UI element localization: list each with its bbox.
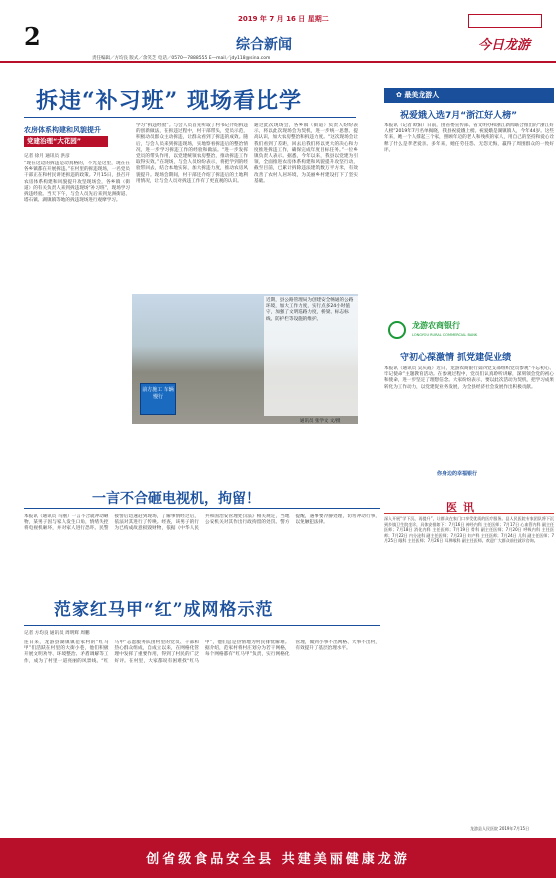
article1-col3: 通过此次现场会，各乡镇（街道）负责人纷纷表示，将以此次现场会为契机，进一步统一思想、提高认识，加大农房整治和拆违力度。“这次现场会让我们看到了差距，回去后我们将以更大的决心和力度推进拆违工作，确保完成年度目标任务。”一位乡镇负责人表示。据悉，今年以来，我县以党建为引领，全面推进农房体系构建和风貌提升攻坚行动，截至目前，已累计拆除违法建筑数万平方米，有效改善了农村人居环境，为美丽乡村建设打下了坚实基础。 (254, 123, 358, 184)
yixun-title: 医讯 (446, 501, 480, 514)
yixun-text: 深入开展“学下沉、再提升”，让群众在家门口享受优质的医疗服务。县人民医院专家团队将下沉到乡镇卫生院坐诊，具体安排如下：7月16日 神经内科 主任医师；7月17日 心血管内科 副主任医师；7月18日 消化内科 主任医师；7月19日 骨科 副主任医师；7月20日 呼吸内科 主任医师；7月22日 内分泌科 副主任医师；7月23日 妇产科 主任医师；7月24日 儿科 副主任医师；7月25日 眼科 主任医师；7月26日 耳鼻喉科 副主任医师。欢迎广大群众前往就诊咨询。 (384, 516, 554, 544)
headline-rule (24, 117, 356, 118)
column-banner (384, 88, 554, 103)
article1-col1: “现在这边的拆违是动真格的，不光是这里，现在在各乡镇都在开展拆违。”在村里的拆违现场，一名党员干部正在和村民讲述拆违的政策。7月15日，县召开农房体系构建和风貌提升攻坚现场会，各乡镇（街道）的有关负责人来到拆违现场“补习班”，现场学习拆违经验。当天下午，与会人员先后来到龙洲街道、塔石镇、湖镇镇等地的拆违现场进行观摩学习。 (24, 161, 130, 204)
main-headline: 拆违“补习班” 现场看比学 (36, 88, 302, 114)
page-number: 2 (24, 22, 41, 51)
article2-rule (24, 508, 380, 509)
photo-credit: 通讯员 张学文 文/摄 (300, 419, 341, 424)
newspaper-logo: 今日龙游 (478, 38, 531, 53)
subheadline-1: 农房体系构建和风貌提升 (24, 126, 101, 134)
article3-text: 连日来，龙游县湖镇镇范家村的“红马甲”们活跃在村里的大街小巷，他们积极开展文明劝导、环境整治、矛盾调解等工作，成为了村里一道亮丽的风景线。“红马甲”志愿服务队由村里的党员、干部和热心群众组成，自成立以来，在网格化管理中发挥了重要作用，得到了村民的广泛好评。在村里，大家都说有困难找“红马甲”，他们总是热情地为村民排忧解难。据介绍，范家村将村庄划分为若干网格，每个网格都有“红马甲”负责，实行网格化管理，做到小事不出网格、大事不出村，有效提升了基层治理水平。 (24, 640, 380, 664)
article3-byline: 记者 方均良 通讯员 周明辉 周鹏 (24, 631, 90, 636)
bank-logo-icon (388, 321, 406, 339)
subheadline-2: 党建治理“大花园” (24, 136, 108, 147)
logo-frame (468, 14, 542, 28)
bank-name: 龙游农商银行 (412, 321, 460, 330)
column-banner-label: 最美龙游人 (404, 91, 440, 99)
article2-headline: 一言不合砸电视机，拘留！ (92, 491, 260, 507)
star-icon: ✿ (396, 91, 405, 99)
right-article-text-2: 本报讯（通讯员 吴庆霞）近日，龙游农商银行第四党支部组织党员参观“不忘初心、牢记使命”主题教育活动。在参观过程中，党员们认真聆听讲解，深刻领会党的初心和使命，进一步坚定了理想信念。大家纷纷表示，要以此次活动为契机，把学习成果转化为工作动力，以党建促业务发展，为全县经济社会发展作出积极贡献。 (384, 366, 554, 390)
construction-sign: 前方施工 车辆慢行 (140, 383, 176, 415)
article1-col2: 学习“拆违经验”。与会人员首先听取了村书记介绍拆违的创新做法，在拆违过程中，村干部带头，党员示范，积极动员群众主动拆违，让群众看到了拆违的成效。随后，与会人员来到拆违现场，实地察看拆违后的整治情况，进一步学习拆违工作的经验和做法。“进一步发挥党员的带头作用，以党建统领农房整治，推动拆违工作取得实效。”在现场，与会人员纷纷表示，将把学到的经验带回去，结合本地实际，加大拆违力度，推动农房风貌提升。现场会期间，村干部还介绍了拆违后的土地利用情况，让与会人员对拆违工作有了更直观的认识。 (136, 123, 248, 184)
footer-slogan: 创省级食品安全县 共建美丽健康龙游 (146, 852, 410, 867)
article3-rule (24, 625, 380, 626)
yixun-footer: 龙游县人民医院 2019年7月15日 (470, 826, 530, 831)
header-rule (0, 61, 556, 63)
staff-line: 责任编辑／方均良 版式／余笑芝 电话／0570—7888555 E—mail／jdy118@sina.com (92, 56, 271, 61)
article3-headline: 范家红马甲“红”成网格示范 (54, 600, 274, 620)
photo-caption: 近期，县公路管理局为创建安全畅通的公路环境，加大工作力度，实行点多24小时值守，加强了文明巡路力度，桥梁、标志标线、防护栏等设施的维护。 (264, 296, 358, 416)
bank-subtitle: LONGYOU RURAL COMMERCIAL BANK (412, 333, 478, 337)
right-headline: 祝爱娥入选7月“浙江好人榜” (400, 111, 518, 121)
publish-date: 2019 年 7 月 16 日 星期二 (238, 15, 329, 23)
right-headline-2: 守初心葆激情 抓党建促业绩 (400, 353, 512, 363)
right-article-text: 本报讯（记者 欧阳）日前，由省委宣传部、省文明办和浙江新闻联合推出的“浙江好人榜”2019年7月名单揭晓，我县祝爱娥上榜。祝爱娥是湖镇镇人，今年44岁。这些年来，她一个人撑起三个家，照顾年迈的老人和残疾的家人，用自己的坚持和爱心诠释了什么是孝老爱亲。多年来，她任劳任怨、无怨无悔，赢得了周围群众的一致好评。 (384, 123, 554, 153)
bank-slogan: 你身边的幸福银行 (437, 471, 478, 477)
article2-text: 本报讯（通讯员 马丽）一言不合就冲动砸物，某男子因与家人发生口角，情绪失控将电视机砸坏，并对家人进行恐吓。民警接警后迅速赶到现场，了解事情经过后，依法对其进行了传唤。经查，该男子的行为已构成故意损毁财物，依据《中华人民共和国治安管理处罚法》相关规定，当地公安机关对其作出行政拘留的处罚。警方提醒，遇事要冷静处理，切勿冲动行事，以免触犯法律。 (24, 514, 380, 532)
article1-byline: 记者 徐月 通讯员 洪彦 (24, 154, 70, 159)
section-title: 综合新闻 (236, 37, 292, 53)
